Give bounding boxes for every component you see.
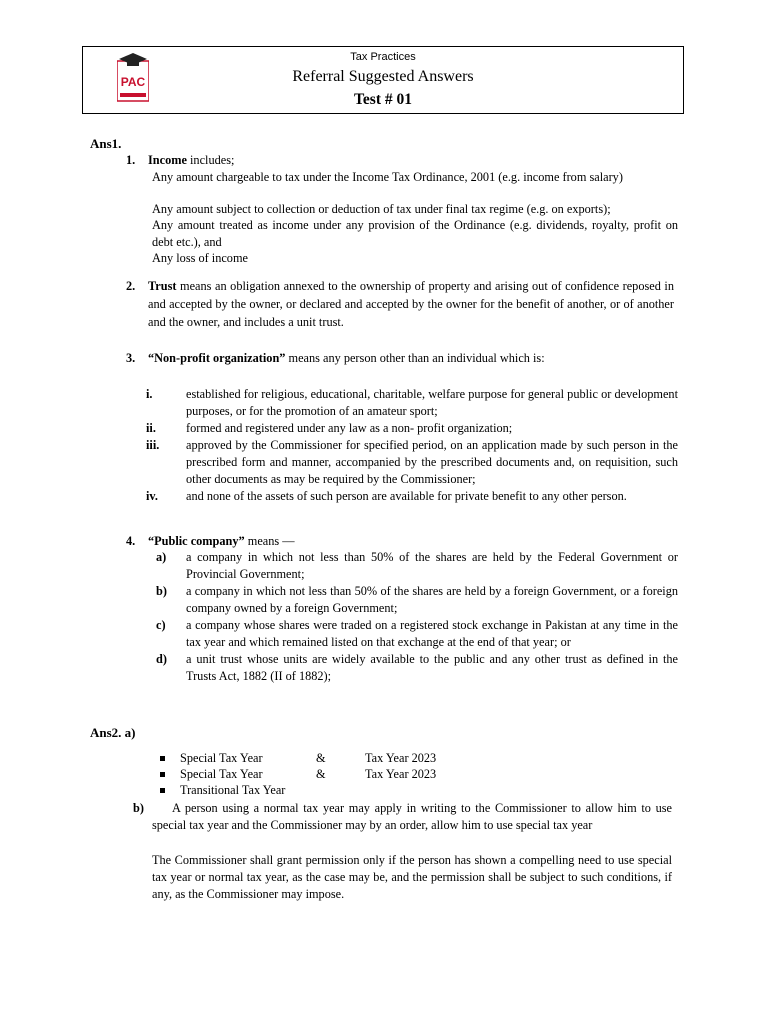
- q1-line-1: Any amount chargeable to tax under the Income Tax Ordinance, 2001 (e.g. income from salary): [152, 170, 623, 184]
- q1-line-2: Any amount subject to collection or deduction of tax under final tax regime (e.g. on exports);: [152, 202, 611, 216]
- q3-item-label: iv.: [146, 489, 158, 503]
- ans2-b-paragraph-1: A person using a normal tax year may apply in writing to the Commissioner to allow him to use special tax year and the Commissioner may by an order, allow him to use special tax year: [152, 801, 672, 832]
- q1-rest: includes;: [186, 153, 235, 167]
- q3-term: “Non-profit organization”: [148, 351, 286, 365]
- q4-item-a: [156, 549, 678, 583]
- ans2-b-label: b): [133, 801, 144, 815]
- q3-list: [146, 386, 678, 505]
- header-subject: Tax Practices: [350, 51, 416, 63]
- header-test-number: Test # 01: [354, 91, 412, 108]
- q4-term: “Public company”: [148, 534, 245, 548]
- square-bullet-icon: [160, 788, 165, 793]
- q3-number: 3.: [126, 351, 136, 365]
- q3-heading: [148, 350, 545, 366]
- q4-item-b: [156, 583, 678, 617]
- q3-item-iv: [146, 488, 678, 505]
- q4-item-c: [156, 617, 678, 651]
- q4-item-label: c): [156, 618, 166, 632]
- q4-list: [156, 549, 678, 685]
- square-bullet-icon: [160, 756, 165, 761]
- ans2-bullet-1-right: Tax Year 2023: [365, 751, 437, 765]
- ans2-bullet-2-amp: &: [316, 767, 326, 781]
- q4-item-d: [156, 651, 678, 685]
- q3-item-iii: [146, 437, 678, 488]
- q3-item-label: i.: [146, 387, 153, 401]
- ans1-heading: Ans1.: [90, 136, 122, 151]
- q3-item-label: ii.: [146, 421, 156, 435]
- q4-item-text: a company in which not less than 50% of the shares are held by the Federal Government or Provincial Government;: [186, 550, 678, 581]
- q3-rest: means any person other than an individual which is:: [285, 351, 545, 365]
- ans2-bullet-1-amp: &: [316, 751, 326, 765]
- header-title: Referral Suggested Answers: [292, 68, 474, 85]
- ans2-bullet-1-left: Special Tax Year: [180, 751, 263, 765]
- ans2-heading: Ans2. a): [90, 725, 136, 740]
- q3-item-text: approved by the Commissioner for specified period, on an application made by such person in the prescribed form and manner, accompanied by the prescribed documents and, on requisition, such other documents as may be required by the Commissioner;: [186, 438, 678, 486]
- ans2-bullet-2-left: Special Tax Year: [180, 767, 263, 781]
- q3-item-label: iii.: [146, 438, 160, 452]
- q1-number: 1.: [126, 153, 136, 167]
- q4-item-label: d): [156, 652, 167, 666]
- q4-rest: means —: [244, 534, 295, 548]
- q4-item-text: a unit trust whose units are widely available to the public and any other trust as defined in the Trusts Act, 1882 (II of 1882);: [186, 652, 678, 683]
- ans2-b-paragraph-2: The Commissioner shall grant permission only if the person has shown a compelling need to use special tax year or normal tax year, as the case may be, and the permission shall be subject to such conditions, if any, as the Commissioner may impose.: [152, 853, 672, 901]
- q2-rest: means an obligation annexed to the ownership of property and arising out of confidence reposed in and accepted by the owner, or declared and accepted by the owner for the benefit of another, or of another and the owner, and includes a unit trust.: [148, 279, 674, 329]
- q1-term: Income: [148, 153, 187, 167]
- q3-item-ii: [146, 420, 678, 437]
- q4-item-label: a): [156, 550, 167, 564]
- q1-line-3: Any amount treated as income under any provision of the Ordinance (e.g. dividends, royalty, profit on debt etc.), and: [152, 218, 678, 249]
- q2-term: Trust: [148, 279, 177, 293]
- q1-heading: [148, 152, 234, 168]
- ans2-bullet-2-right: Tax Year 2023: [365, 767, 437, 781]
- q3-item-text: and none of the assets of such person are available for private benefit to any other person.: [186, 489, 627, 503]
- q4-item-text: a company whose shares were traded on a registered stock exchange in Pakistan at any time in the tax year and which remained listed on that exchange at the end of that year; or: [186, 618, 678, 649]
- q2-number: 2.: [126, 279, 136, 293]
- square-bullet-icon: [160, 772, 165, 777]
- q4-item-label: b): [156, 584, 167, 598]
- logo-text: PAC: [120, 75, 146, 89]
- q2-paragraph: [148, 277, 674, 331]
- q4-item-text: a company in which not less than 50% of the shares are held by a foreign Government, or a foreign company owned by a foreign Government;: [186, 584, 678, 615]
- q4-number: 4.: [126, 534, 136, 548]
- q3-item-i: [146, 386, 678, 420]
- q3-item-text: established for religious, educational, charitable, welfare purpose for general public or development purposes, or for the promotion of an amateur sport;: [186, 387, 678, 418]
- ans2-bullet-3-left: Transitional Tax Year: [180, 783, 286, 797]
- q4-heading: [148, 533, 295, 549]
- document-header: [82, 46, 684, 114]
- q3-item-text: formed and registered under any law as a non- profit organization;: [186, 421, 513, 435]
- q1-line-4: Any loss of income: [152, 251, 248, 265]
